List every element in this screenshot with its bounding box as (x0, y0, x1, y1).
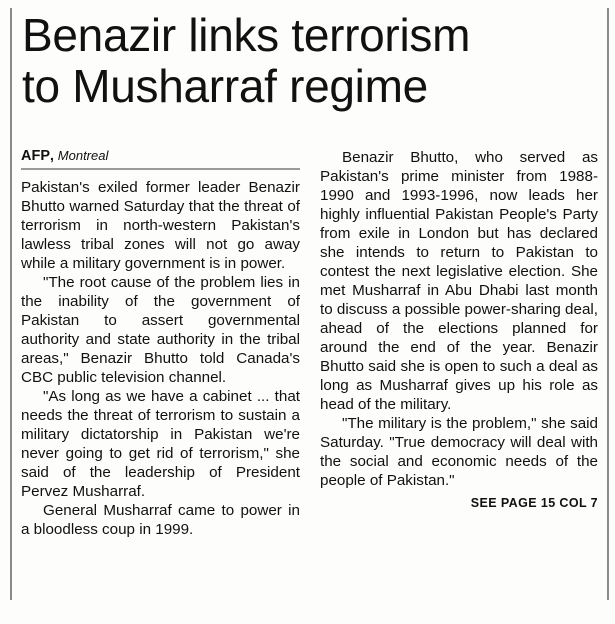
right-column (320, 148, 598, 513)
byline-agency: AFP (21, 148, 50, 164)
left-paragraph-4: General Musharraf came to power in a bloodless coup in 1999. (21, 502, 300, 538)
left-column (21, 146, 300, 539)
left-paragraph-1: Pakistan's exiled former leader Benazir Bhutto warned Saturday that the threat of terrorism in north-western Pakistan's lawless tribal zones will not go away while a military government is in power. (21, 179, 300, 272)
continuation-line: SEE PAGE 15 COL 7 (470, 496, 598, 510)
byline-rule (21, 168, 300, 170)
left-paragraph-3: "As long as we have a cabinet ... that needs the threat of terrorism to sustain a military dictatorship in Pakistan we're never going to get rid of terrorism," she said of the leadership of President Pervez Musharraf. (21, 388, 300, 500)
right-paragraph-2: "The military is the problem," she said Saturday. "True democracy will deal with the social and economic needs of the people of Pakistan." (320, 415, 598, 489)
left-border-rule (10, 8, 12, 600)
byline: AFP, Montreal (21, 147, 109, 164)
right-border-rule (607, 8, 609, 600)
headline (22, 10, 607, 112)
headline-line-2: to Musharraf regime (22, 60, 428, 112)
right-paragraph-1: Benazir Bhutto, who served as Pakistan's prime minister from 1988-1990 and 1993-1996, now leads her highly influential Pakistan People's Party from exile in London but has declared she intends to return to Pakistan to contest the next legislative election. She met Musharraf in Abu Dhabi last month to discuss a possible power-sharing deal, ahead of the elections planned for around the end of the year. Benazir Bhutto said she is open to such a deal as long as Musharraf gives up his role as head of the military. (320, 149, 598, 413)
headline-line-1: Benazir links terrorism (22, 9, 471, 61)
byline-place: Montreal (57, 148, 109, 163)
left-paragraph-2: "The root cause of the problem lies in the inability of the government of Pakistan to assert governmental authority and state authority in the tribal areas," Benazir Bhutto told Canada's CBC public television channel. (21, 274, 300, 386)
